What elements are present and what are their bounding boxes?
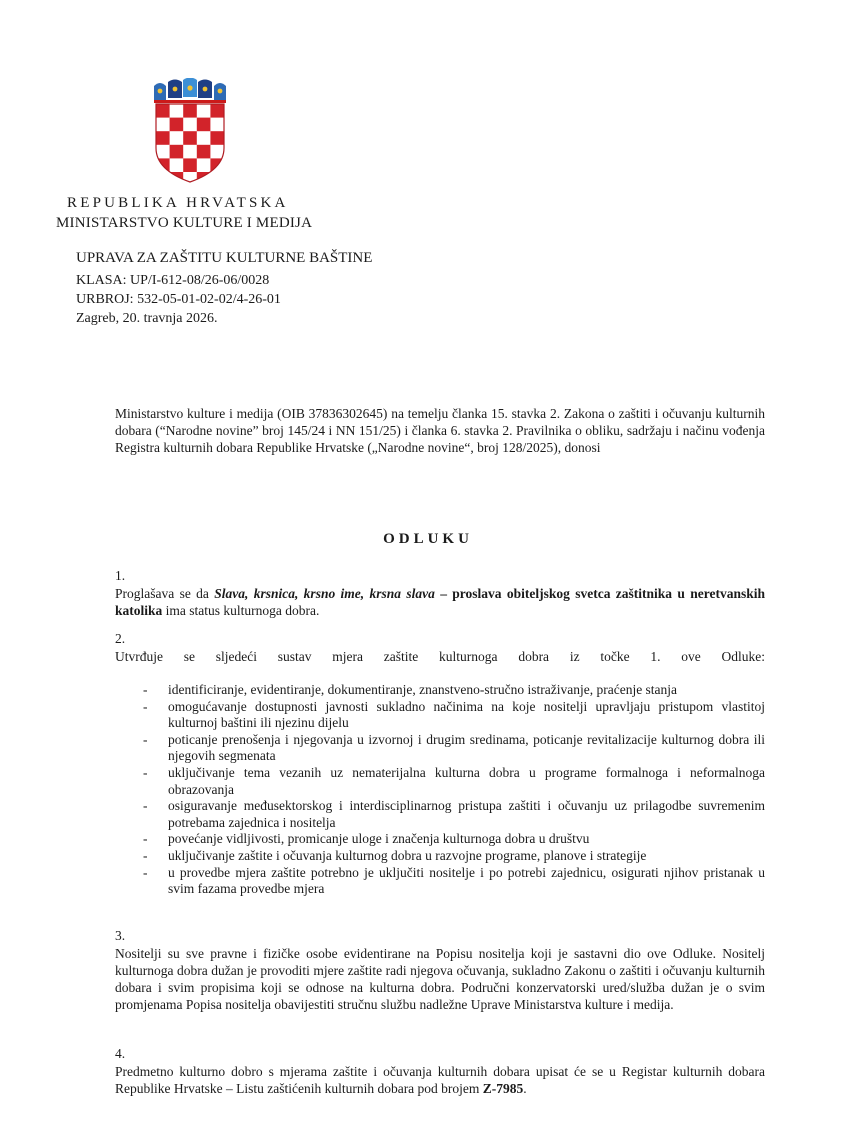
list-item: - osiguravanje međusektorskog i interdisciplinarnog pristupa zaštiti i očuvanju uz prilagodbe suvremenim potrebama zajednica i nositelja [143, 798, 765, 830]
list-item: - povećanje vidljivosti, promicanje uloge i značenja kulturnoga dobra u društvu [143, 831, 590, 847]
register-number: Z-7985 [482, 1081, 524, 1096]
republic-name: REPUBLIKA HRVATSKA [67, 195, 289, 211]
list-item: - identificiranje, evidentiranje, dokumentiranje, znanstveno-stručno istraživanje, praćenje stanja [143, 682, 678, 697]
intro-paragraph: Ministarstvo kulture i medija (OIB 37836302645) na temelju članka 15. stavka 2. Zakona o zaštiti i očuvanju kulturnih dobara (“Narodne novine” broj 145/24 i NN 151/25) i članka 6. stavka 2. Pravilnika o obliku, sadržaju i načinu vođenja Registra kulturnih dobara Republike Hrvatske („Narodne novine“, broj 128/2025), donosi [115, 406, 765, 455]
heritage-subject: – proslava obiteljskog svetca zaštitnika u neretvanskih katolika [115, 586, 766, 618]
heritage-name: Slava, krsnica, krsno ime, krsna slava [214, 586, 435, 601]
section-2-intro: Utvrđuje se sljedeći sustav mjera zaštite kulturnoga dobra iz točke 1. ove Odluke: [115, 649, 765, 664]
directorate-name: UPRAVA ZA ZAŠTITU KULTURNE BAŠTINE [76, 250, 373, 266]
section-2-number: 2. [115, 631, 126, 646]
list-item: - omogućavanje dostupnosti javnosti sukladno načinima na koje nositelji upravljaju pristupom vlastitoj kulturnoj baštini ili njezinu dijelu [143, 698, 765, 731]
list-item: - uključivanje tema vezanih uz nematerijalna kulturna dobra u programe formalnoga i neformalnoga obrazovanja [143, 764, 765, 797]
croatian-coat-of-arms-icon [150, 78, 230, 183]
section-3-number: 3. [115, 928, 126, 943]
section-4-number: 4. [115, 1046, 126, 1061]
section-1-suffix: ima status kulturnoga dobra. [162, 603, 320, 618]
protection-measures-list [115, 682, 765, 898]
urbroj-number: URBROJ: 532-05-01-02-02/4-26-01 [76, 292, 281, 307]
section-3-text: Nositelji su sve pravne i fizičke osobe evidentirane na Popisu nositelja koji je sastavni dio ove Odluke. Nositelj kulturnoga dobra dužan je provoditi mjere zaštite radi njegova očuvanja, sukladno Zakonu o zaštiti i očuvanju kulturnih dobara i svim propisima koji se odnose na kulturna dobra. Područni konzervatorski ured/služba dužan je o svim promjenama Popisa nositelja obavijestiti stručnu službu nadležne Uprave Ministarstva kulture i medija. [115, 946, 765, 1012]
crown [154, 78, 226, 103]
list-item: - u provedbe mjera zaštite potrebno je uključiti nositelje i po potrebi zajednicu, osigurati njihov pristanak u svim fazama provedbe mjera [143, 864, 765, 897]
document-title: ODLUKU [383, 531, 473, 547]
list-item: - poticanje prenošenja i njegovanja u izvornoj i drugim sredinama, poticanje revitalizacije kulturnog dobra ili njegovih segmenata [143, 731, 765, 764]
section-1-text [115, 585, 765, 619]
section-1-prefix: Proglašava se da [115, 586, 215, 601]
list-item: - uključivanje zaštite i očuvanja kulturnog dobra u razvojne programe, planove i strategije [143, 847, 647, 863]
section-1-number: 1. [115, 568, 126, 583]
klasa-number: KLASA: UP/I-612-08/26-06/0028 [76, 273, 270, 288]
section-4-text: Predmetno kulturno dobro s mjerama zaštite i očuvanja kulturnih dobara upisat će se u Registar kulturnih dobara Republike Hrvatske – Listu zaštićenih kulturnih dobara pod brojem Z-7985. [115, 1064, 765, 1096]
checkered-shield [156, 104, 224, 183]
document-date: Zagreb, 20. travnja 2026. [76, 311, 218, 326]
ministry-name: MINISTARSTVO KULTURE I MEDIJA [56, 215, 313, 231]
